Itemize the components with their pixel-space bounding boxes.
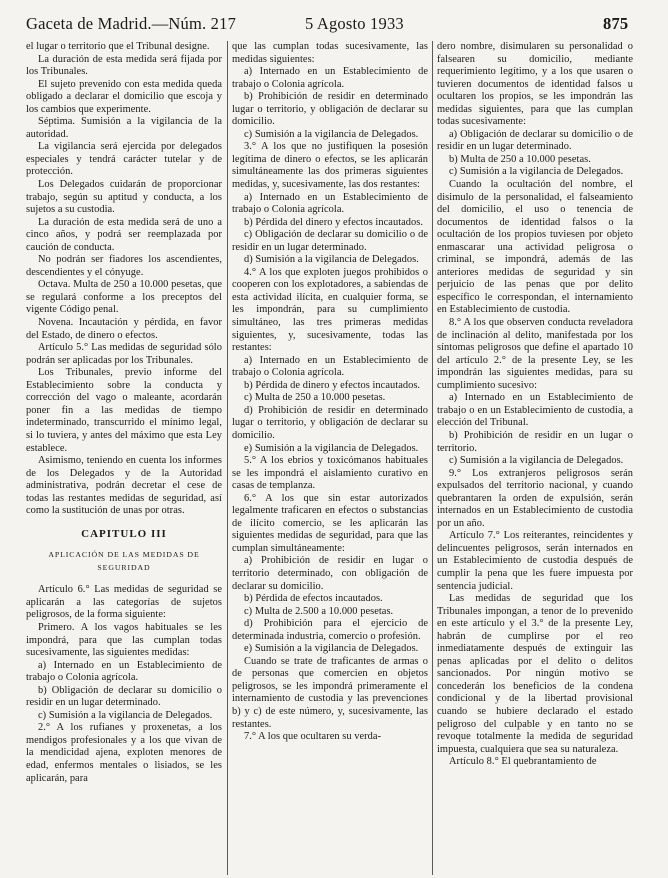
paragraph: 6.° A los que sin estar autorizados legalmente traficaren en efectos o substancias de ilícito comercio, se les aplicarán las siguientes medidas de seguridad, para que las cumplan simultáneamente: — [232, 492, 428, 554]
paragraph: 8.° A los que observen conducta reveladora de inclinación al delito, manifestada por los síntomas peligrosos que define el apartado 10 del artículo 2.° de la presente Ley, se les impondrán las siguientes medidas, para su cumplimiento sucesivo: — [437, 317, 633, 391]
paragraph: Primero. A los vagos habituales se les impondrá, para que las cumplan todas sucesivamente, las siguientes medidas: — [26, 621, 222, 659]
paragraph: 3.° A los que no justifiquen la posesión legítima de dinero o efectos, se les aplicarán simultáneamente las dos primeras siguientes medidas, y, sucesivamente, las dos restantes: — [232, 141, 428, 191]
paragraph: b) Pérdida de dinero y efectos incautados. — [244, 379, 421, 391]
paragraph: Artículo 7.° Los reiterantes, reincidentes y delincuentes peligrosos, serán internados en un Establecimiento de custodia después de cumplir la pena que les fuere impuesta por sentencia judicial. — [437, 530, 633, 592]
paragraph: d) Sumisión a la vigilancia de Delegados. — [244, 254, 419, 266]
paragraph: b) Multa de 250 a 10.000 pesetas. — [449, 153, 591, 165]
paragraph: c) Sumisión a la vigilancia de Delegados. — [38, 709, 213, 721]
section-heading: APLICACIÓN DE LAS MEDIDAS DE SEGURIDAD — [48, 550, 200, 573]
paragraph: a) Internado en un Establecimiento de trabajo o en un Establecimiento de custodia, a elección del Tribunal. — [437, 392, 633, 429]
paragraph: No podrán ser fiadores los ascendientes, descendientes y el cónyuge. — [26, 254, 222, 278]
paragraph: Artículo 5.° Las medidas de seguridad sólo podrán ser aplicadas por los Tribunales. — [26, 342, 222, 366]
paragraph: c) Sumisión a la vigilancia de Delegados. — [244, 128, 419, 140]
paragraph: Los Tribunales, previo informe del Establecimiento sobre la conducta y corrección del vago o maleante, acordarán poner fin a las medidas de tiempo indeterminado, transcurrido el mínimo legal, si lo tuviera, y antes del máximo que esta Ley establece. — [26, 367, 222, 454]
column-middle — [232, 41, 428, 875]
paragraph: Asimismo, teniendo en cuenta los informes de los Delegados y de la Autoridad administrativa, podrán decretar el cese de todas las restantes medidas de seguridad, así como la sustitución de unas por otras. — [26, 455, 222, 517]
paragraph: d) Prohibición de residir en determinado lugar o territorio, y obligación de declarar su domicilio. — [232, 404, 428, 441]
paragraph: b) Pérdida del dinero y efectos incautados. — [244, 216, 424, 228]
paragraph: Octava. Multa de 250 a 10.000 pesetas, que se regulará conforme a los preceptos del vigente Código penal. — [26, 279, 222, 316]
paragraph: Novena. Incautación y pérdida, en favor del Estado, de dinero o efectos. — [26, 317, 222, 341]
paragraph: b) Prohibición de residir en un lugar o territorio. — [437, 429, 633, 454]
paragraph: Las medidas de seguridad que los Tribunales impongan, a tenor de lo prevenido en este artículo y el 3.° de la presente Ley, habrán de cumplirse por el reo inmediatamente después de extinguir las penas aplicadas por el delito o delitos sancionados. Por ningún motivo se concederán los beneficios de la condena condicional y de la libertad provisional cuando se hubiere declarado el estado peligroso del culpable y en tanto no se revoque totalmente la medida de seguridad impuesta, cualquiera que sea su naturaleza. — [437, 593, 633, 755]
page-header — [0, 0, 668, 44]
paragraph: Séptima. Sumisión a la vigilancia de la autoridad. — [26, 116, 222, 140]
column-left — [26, 41, 222, 875]
paragraph: c) Multa de 250 a 10.000 pesetas. — [244, 392, 386, 404]
paragraph: Cuando la ocultación del nombre, el disimulo de la personalidad, el falseamiento del domicilio, el uso o tenencia de documentos de identidad falsos o la ocultación de los propios tuviesen por objeto enmascarar una actividad peligrosa o criminal, se impondrá, además de las anteriores medidas de seguridad y sin perjuicio de las penas que por delito específico le correspondan, el internamiento en Establecimiento de custodia. — [437, 179, 633, 316]
paragraph: b) Prohibición de residir en determinado lugar o territorio, y obligación de declarar su domicilio. — [232, 91, 428, 128]
paragraph: 4.° A los que exploten juegos prohibidos o cooperen con los explotadores, a sabiendas de esta actividad ilícita, en cualquier forma, se les impondrán, para su cumplimiento simultáneo, las tres primeras medidas siguientes, y, sucesivamente, todas las restantes: — [232, 266, 428, 354]
paragraph: c) Obligación de declarar su domicilio o de residir en un lugar determinado. — [232, 229, 428, 253]
paragraph: La duración de esta medida será fijada por los Tribunales. — [26, 53, 222, 78]
paragraph: e) Sumisión a la vigilancia de Delegados. — [244, 643, 419, 655]
paragraph: 7.° A los que ocultaren su verda- — [244, 731, 382, 743]
paragraph: La duración de esta medida será de uno a cinco años, y podrá ser reemplazada por caución de conducta. — [26, 216, 222, 253]
paragraph: La vigilancia será ejercida por delegados especiales y tendrá carácter tutelar y de protección. — [26, 141, 222, 178]
paragraph: d) Prohibición para el ejercicio de determinada industria, comercio o profesión. — [232, 618, 428, 642]
column-right — [437, 41, 633, 875]
page-number: 875 — [603, 14, 629, 33]
paragraph: que las cumplan todas sucesivamente, las medidas siguientes: — [232, 41, 428, 65]
paragraph: 9.° Los extranjeros peligrosos serán expulsados del territorio nacional, y cuando quebrantaren la orden de expulsión, serán internados en un Establecimiento de custodia por un año. — [437, 467, 633, 529]
chapter-heading: CAPITULO III — [81, 527, 167, 540]
paragraph: El sujeto prevenido con esta medida queda obligado a declarar el domicilio que escoja y los cambios que experimente. — [26, 78, 222, 115]
paragraph: c) Multa de 2.500 a 10.000 pesetas. — [244, 605, 394, 617]
paragraph: a) Internado en un Establecimiento de trabajo o Colonia agrícola. — [232, 191, 428, 216]
paragraph: 5.° A los ebrios y toxicómanos habituales se les impondrá el aislamiento curativo en casas de templanza. — [232, 455, 428, 492]
column-divider-left — [227, 41, 228, 875]
issue-date: 5 Agosto 1933 — [305, 14, 404, 33]
paragraph: b) Obligación de declarar su domicilio o residir en un lugar determinado. — [26, 684, 222, 709]
paragraph: a) Obligación de declarar su domicilio o de residir en un lugar determinado. — [437, 128, 633, 153]
paragraph: 2.° A los rufianes y proxenetas, a los mendigos profesionales y a los que vivan de la mendicidad ajena, exploten menores de edad, enfermos mentales o lisiados, se les aplicarán, para — [26, 722, 222, 784]
paragraph: a) Internado en un Establecimiento de trabajo o Colonia agrícola. — [26, 659, 222, 684]
column-divider-right — [432, 41, 433, 875]
paragraph: a) Prohibición de residir en lugar o territorio determinado, con obligación de declarar su domicilio. — [232, 555, 428, 592]
paragraph: b) Pérdida de efectos incautados. — [244, 593, 383, 605]
paragraph: a) Internado en un Establecimiento de trabajo o Colonia agrícola. — [232, 354, 428, 379]
paragraph: a) Internado en un Establecimiento de trabajo o Colonia agrícola. — [232, 66, 428, 90]
paragraph: e) Sumisión a la vigilancia de Delegados. — [244, 442, 419, 454]
paragraph: dero nombre, disimularen su personalidad o falsearen su domicilio, mediante requerimiento legítimo, y a los que usaren o tuvieren documentos de identidad falsos u ocultaren los propios, se les impondrán las medidas siguientes, para que las cumplan todas sucesivamente: — [437, 41, 633, 128]
paragraph: Cuando se trate de traficantes de armas o de personas que comercien en objetos peligrosos, se les impondrá primeramente el internamiento de custodia y las prevenciones b) y c) de este número, y, sucesivamente, las restantes. — [232, 655, 428, 730]
paragraph: el lugar o territorio que el Tribunal designe. — [26, 41, 210, 52]
paragraph: c) Sumisión a la vigilancia de Delegados. — [449, 455, 624, 467]
paragraph: Los Delegados cuidarán de proporcionar trabajo, según su aptitud y conducta, a los sujetos a su custodia. — [26, 179, 222, 216]
paragraph: Artículo 8.° El quebrantamiento de — [449, 756, 597, 768]
paragraph: c) Sumisión a la vigilancia de Delegados. — [449, 166, 624, 178]
paragraph: Artículo 6.° Las medidas de seguridad se aplicarán a las categorías de sujetos peligrosos, de la forma siguiente: — [26, 584, 222, 621]
gazette-title: Gaceta de Madrid.—Núm. 217 — [26, 14, 237, 33]
